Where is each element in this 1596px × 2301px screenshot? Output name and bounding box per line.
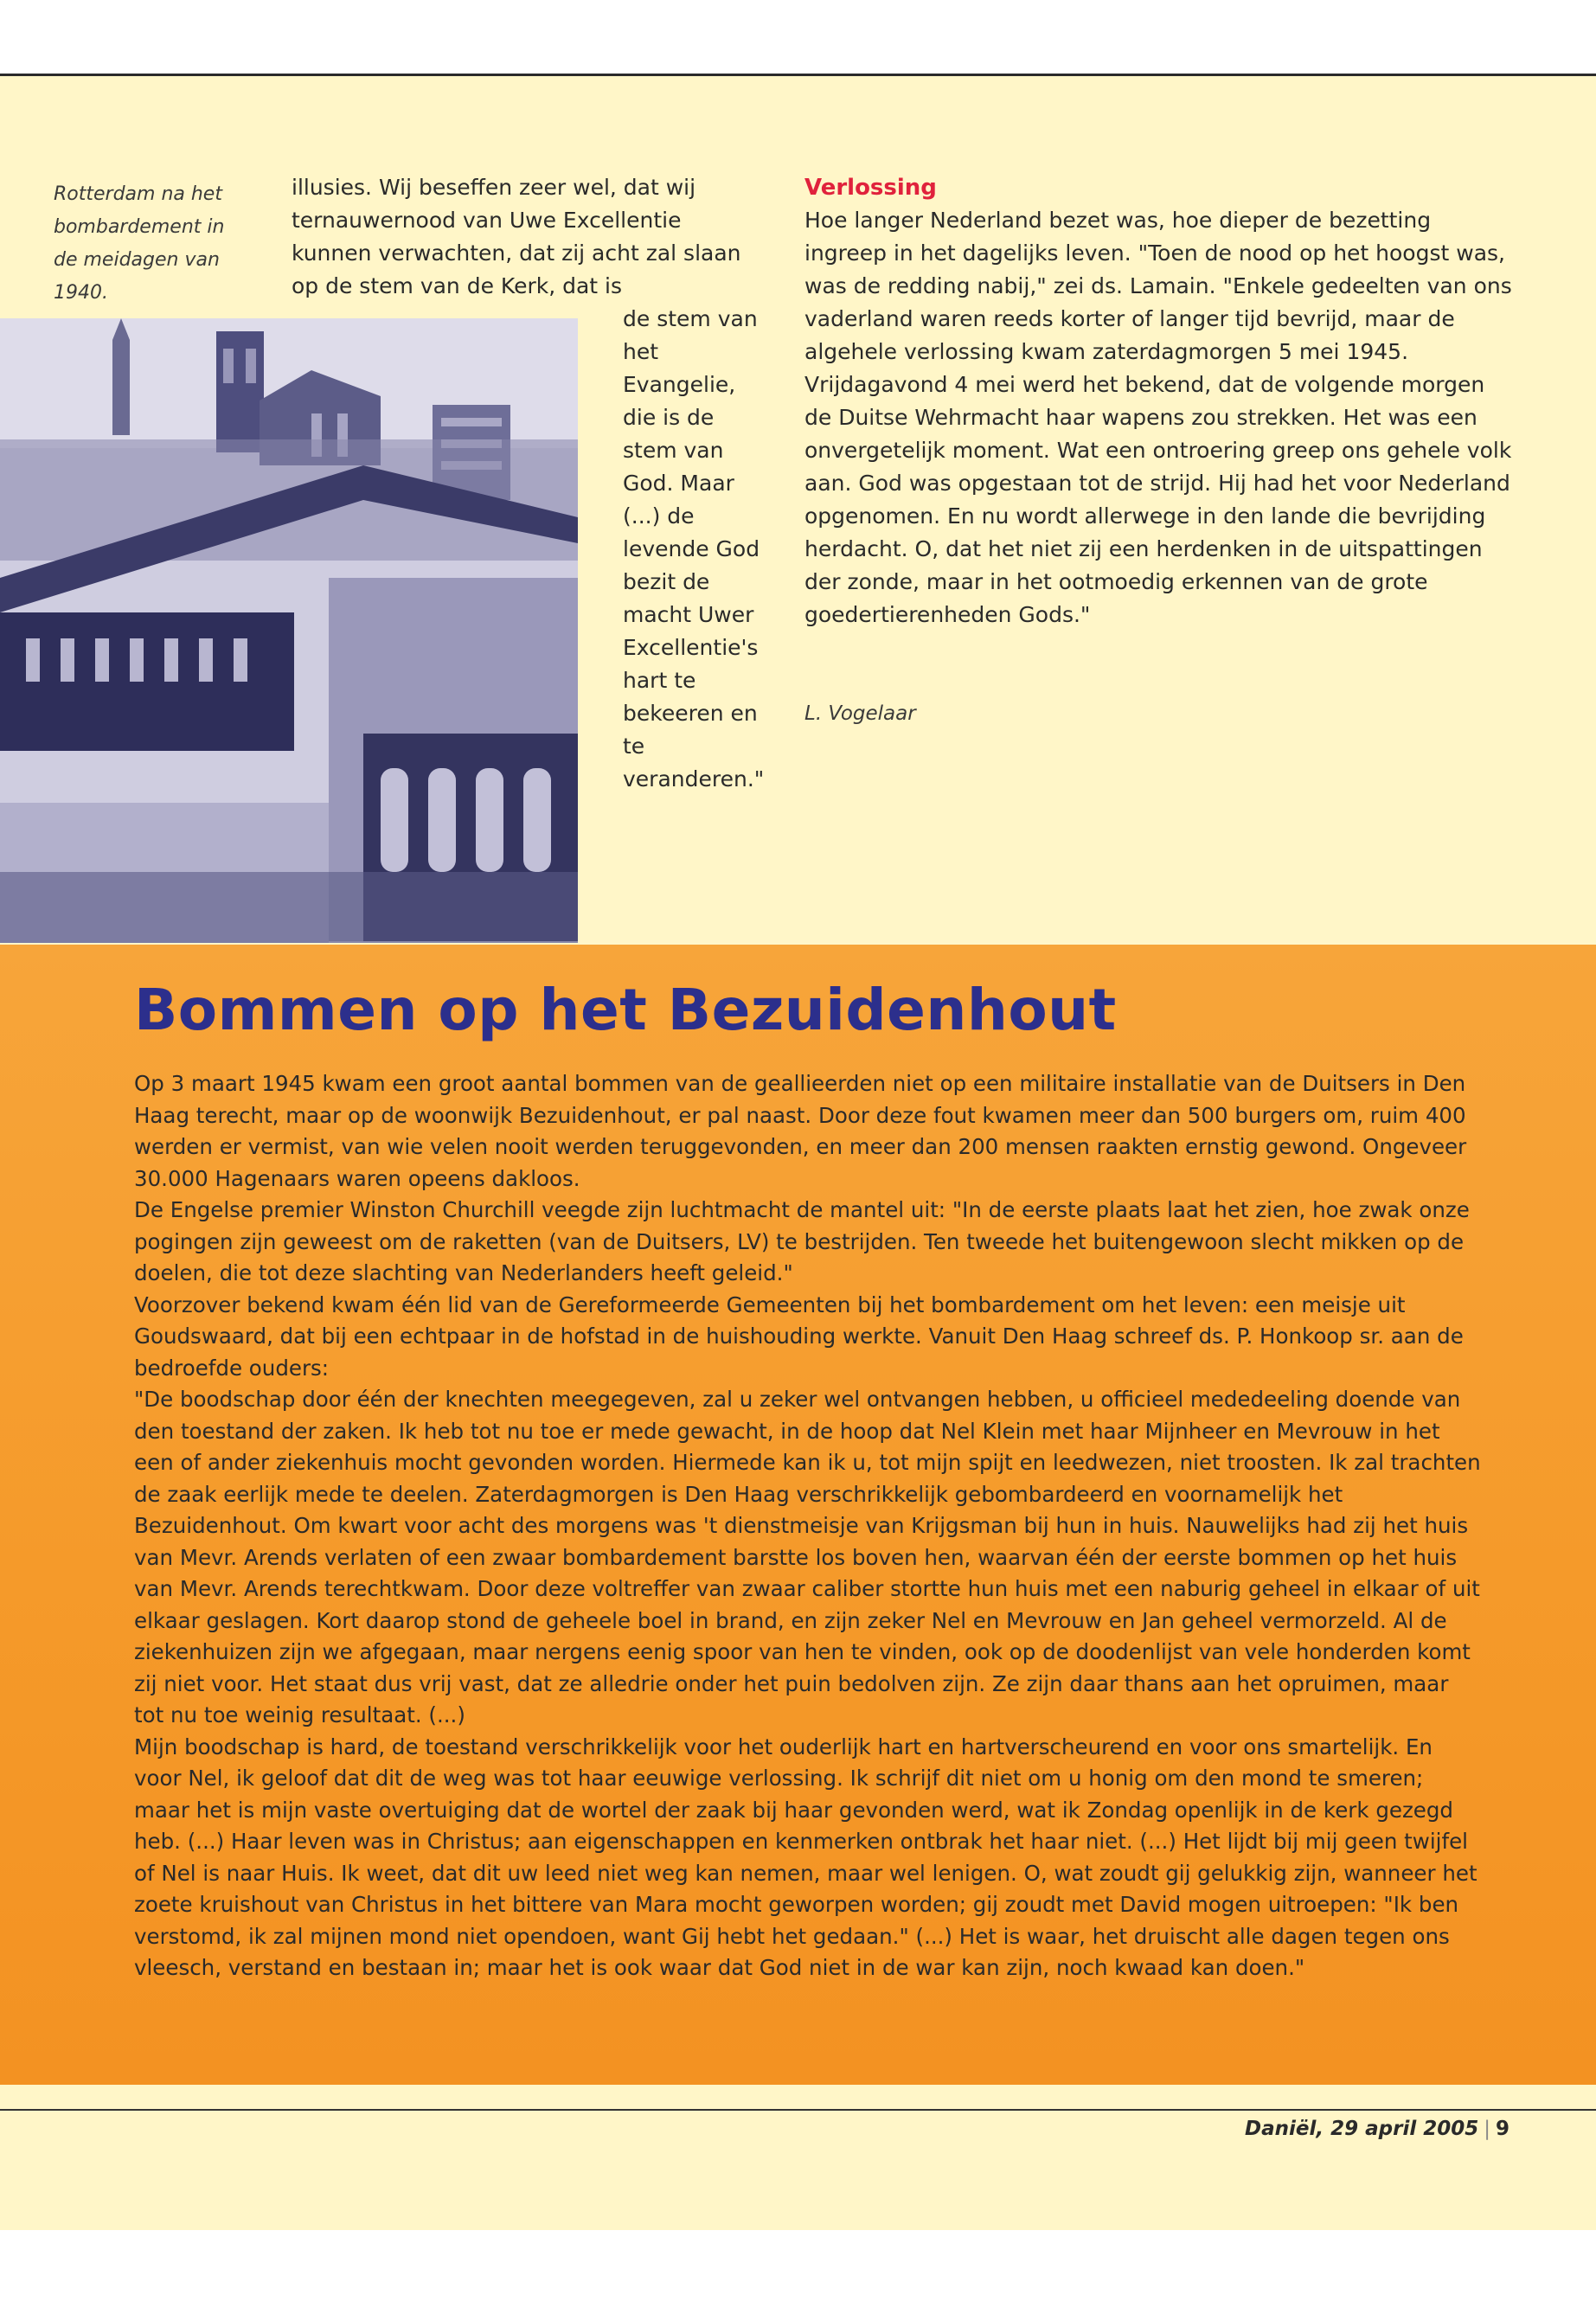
page-footer — [1245, 2118, 1509, 2140]
verlossing-body: Hoe langer Nederland bezet was, hoe dieper de bezetting ingreep in het dagelijks leven. "Toen de nood op het hoogst was, was de redding nabij," zei ds. Lamain. "Enkele gedeelten van ons vaderland waren reeds korter of langer tijd bevrijd, maar de algehele verlossing kwam zaterdagmorgen 5 mei 1945. Vrijdagavond 4 mei werd het bekend, dat de volgende morgen de Duitse Wehrmacht haar wapens zou strekken. Het was een onvergetelijk moment. Wat een ontroering greep ons gehele volk aan. God was opgestaan tot de strijd. Hij had het voor Nederland opgenomen. En nu wordt allerwege in den lande die bevrijding herdacht. O, dat het niet zij een herdenken in de uitspattingen der zonde, maar in het ootmoedig erkennen van de grote goedertierenheden Gods." — [804, 208, 1512, 627]
publication-date: Daniël, 29 april 2005 — [1245, 2118, 1479, 2140]
article-body — [134, 1068, 1484, 1984]
rotterdam-ruins-photo — [0, 318, 578, 943]
article-paragraph: Voorzover bekend kwam één lid van de Gereformeerde Gemeenten bij het bombardement om het leven: een meisje uit Goudswaard, dat bij een echtpaar in de hofstad in de huishouding werkte. Vanuit Den Haag schreef ds. P. Honkoop sr. aan de bedroefde ouders: — [134, 1292, 1464, 1381]
article-title: Bommen op het Bezuidenhout — [134, 977, 1117, 1043]
article-paragraph: "De boodschap door één der knechten meegegeven, zal u zeker wel ontvangen hebben, u officieel mededeeling doende van den toestand der zaken. Ik heb tot nu toe er mede gewacht, in de hoop dat Nel Klein met haar Mijnheer en Mevrouw in het een of ander ziekenhuis mocht gevonden worden. Hiermede kan ik u, tot mijn spijt en leedwezen, niet troosten. Ik zal trachten de zaak eerlijk mede te deelen. Zaterdagmorgen is Den Haag verschrikkelijk gebombardeerd en voornamelijk het Bezuidenhout. Om kwart voor acht des morgens was 't dienstmeisje van Krijgsman bij hun in huis. Nauwelijks had zij het huis van Mevr. Arends verlaten of een zwaar bombardement barstte los boven hen, waarvan één der eerste bommen op het huis van Mevr. Arends terechtkwam. Door deze voltreffer van zwaar caliber stortte hun huis met een naburig geheel in elkaar of uit elkaar geslagen. Kort daarop stond de geheele boel in brand, en zijn zeker Nel en Mevrouw en Jan geheel vermorzeld. Al de ziekenhuizen zijn we afgegaan, maar nergens eenig spoor van hen te vinden, ook op de doodenlijst van vele honderden komt zij niet voor. Het staat dus vrij vast, dat ze alledrie onder het puin bedolven zijn. Ze zijn daar thans aan het opruimen, maar tot nu toe weinig resultaat. (...) — [134, 1387, 1481, 1727]
section-heading-verlossing: Verlossing — [804, 175, 937, 201]
footer-separator: | — [1484, 2118, 1490, 2140]
article-paragraph: Op 3 maart 1945 kwam een groot aantal bommen van de geallieerden niet op een militaire installatie van de Duitsers in Den Haag terecht, maar op de woonwijk Bezuidenhout, er pal naast. Door deze fout kwamen meer dan 500 burgers om, ruim 400 werden er vermist, van wie velen nooit werden teruggevonden, en meer dan 200 mensen raakten ernstig gewond. Ongeveer 30.000 Hagenaars waren opeens dakloos. — [134, 1071, 1467, 1191]
left-article-text-top: illusies. Wij beseffen zeer wel, dat wij ternauwernood van Uwe Excellentie kunnen verwachten, dat zij acht zal slaan op de stem van de Kerk, dat is — [292, 175, 741, 298]
article-paragraph: De Engelse premier Winston Churchill veegde zijn luchtmacht de mantel uit: "In de eerste plaats laat het zien, hoe zwak onze pogingen zijn geweest om de raketten (van de Duitsers, LV) te bestrijden. Ten tweede het buitengewoon slecht mikken op de doelen, die tot deze slachting van Nederlanders heeft geleid." — [134, 1197, 1470, 1285]
author-byline: L. Vogelaar — [804, 702, 916, 725]
footer-rule — [0, 2109, 1596, 2111]
photo-caption: Rotterdam na het bombardement in de meidagen van 1940. — [54, 183, 225, 304]
page-number: 9 — [1495, 2118, 1509, 2140]
left-article-text-narrow: de stem van het Evangelie, die is de stem van God. Maar (...) de levende God bezit de macht Uwer Excellentie's hart te bekeeren en te veranderen." — [623, 306, 765, 792]
article-paragraph: Mijn boodschap is hard, de toestand verschrikkelijk voor het ouderlijk hart en hartverscheurend en voor ons smartelijk. En voor Nel, ik geloof dat dit de weg was tot haar eeuwige verlossing. Ik schrijf dit niet om u honig om den mond te smeren; maar het is mijn vaste overtuiging dat de wortel der zaak bij haar gevonden werd, wat ik Zondag openlijk in de kerk gezegd heb. (...) Haar leven was in Christus; aan eigenschappen en kenmerken ontbrak het haar niet. (...) Het lijdt bij mij geen twijfel of Nel is naar Huis. Ik weet, dat dit uw leed niet weg kan nemen, maar wel lenigen. O, wat zoudt gij gelukkig zijn, wanneer het zoete kruishout van Christus in het bittere van Mara mocht geworpen worden; gij zoudt met David mogen uitroepen: "Ik ben verstomd, ik zal mijnen mond niet opendoen, want Gij hebt het gedaan." (...) Het is waar, het druischt alle dagen tegen ons vleesch, verstand en bestaan in; maar het is ook waar dat God niet in de war kan zijn, noch kwaad kan doen." — [134, 1734, 1477, 1980]
